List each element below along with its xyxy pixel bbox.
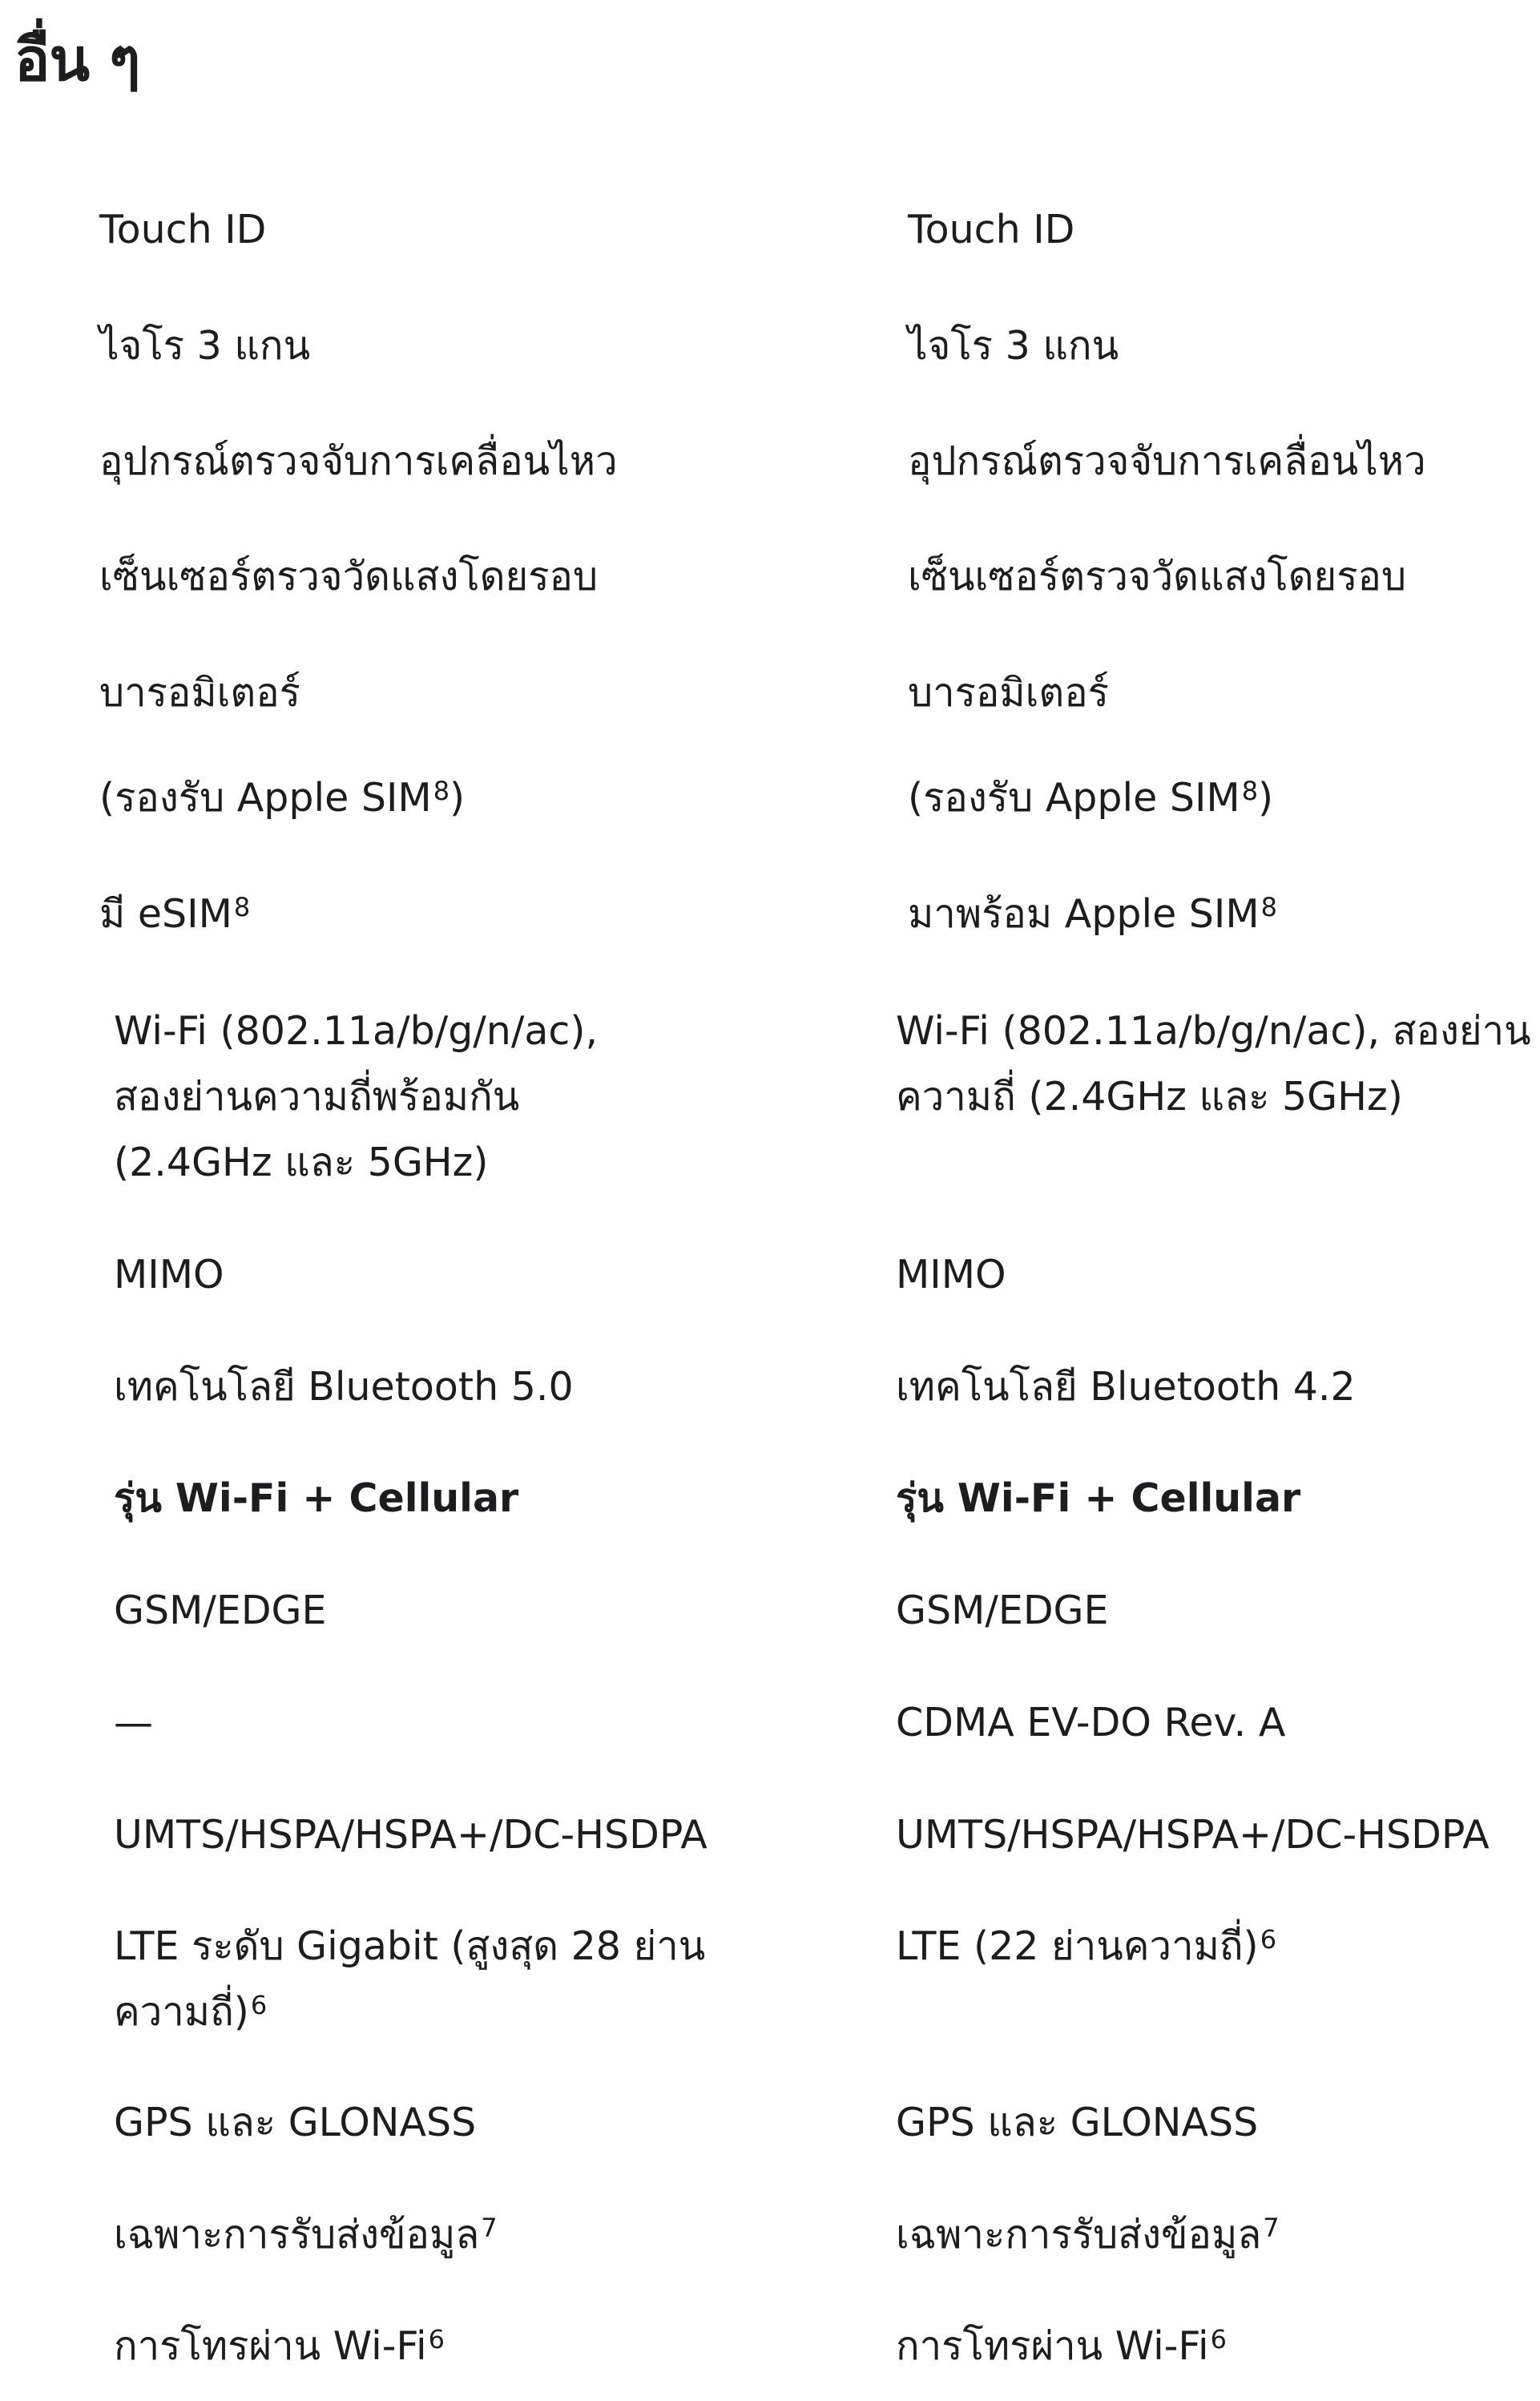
footnote-ref: 8 (1241, 776, 1259, 806)
footnote-ref: 8 (233, 892, 251, 922)
spec-left-gyro: ไจโร 3 แกน (99, 323, 311, 369)
spec-left-touch-id: Touch ID (99, 207, 267, 252)
spec-right-cdma: CDMA EV-DO Rev. A (896, 1700, 1286, 1745)
spec-left-lte: LTE ระดับ Gigabit (สูงสุด 28 ย่าน ความถี่)$^6$ (114, 1923, 706, 2035)
spec-right-bluetooth: เทคโนโลยี Bluetooth 4.2 (896, 1364, 1356, 1410)
footnote-ref: 8 (433, 776, 450, 806)
spec-right-apple-sim-support: (รองรับ Apple SIM$^8$) (908, 775, 1274, 821)
spec-left-cdma: — (114, 1700, 153, 1745)
section-heading: อื่น ๆ (14, 26, 140, 95)
spec-right-accelerometer: อุปกรณ์ตรวจจับการเคลื่อนไหว (908, 438, 1426, 484)
spec-left-apple-sim-support: (รองรับ Apple SIM$^8$) (99, 775, 466, 821)
spec-right-gps: GPS และ GLONASS (896, 2100, 1259, 2145)
spec-right-gyro: ไจโร 3 แกน (908, 323, 1119, 369)
spec-left-gsm: GSM/EDGE (114, 1588, 327, 1633)
spec-left-barometer: บารอมิเตอร์ (99, 670, 300, 716)
spec-right-gsm: GSM/EDGE (896, 1588, 1109, 1633)
footnote-ref: 6 (1260, 1924, 1277, 1955)
spec-right-touch-id: Touch ID (908, 207, 1075, 252)
spec-right-apple-sim: มาพร้อม Apple SIM$^8$ (908, 891, 1277, 937)
spec-right-barometer: บารอมิเตอร์ (908, 670, 1109, 716)
spec-left-umts: UMTS/HSPA/HSPA+/DC-HSDPA (114, 1812, 708, 1858)
footnote-ref: 6 (250, 1990, 268, 2020)
subheading-wifi-cellular-right: รุ่น Wi-Fi + Cellular (896, 1475, 1301, 1521)
spec-left-accelerometer: อุปกรณ์ตรวจจับการเคลื่อนไหว (99, 438, 618, 484)
spec-left-wifi: Wi-Fi (802.11a/b/g/n/ac), สองย่านความถี่พร้อมกัน (2.4GHz และ 5GHz) (114, 1008, 599, 1185)
footnote-ref: 7 (481, 2213, 498, 2243)
footnote-ref: 7 (1263, 2213, 1280, 2243)
spec-right-lte: LTE (22 ย่านความถี่)$^6$ (896, 1923, 1277, 1969)
spec-right-data-only: เฉพาะการรับส่งข้อมูล$^7$ (896, 2212, 1280, 2258)
footnote-ref: 8 (1260, 892, 1277, 922)
spec-right-ambient-light: เซ็นเซอร์ตรวจวัดแสงโดยรอบ (908, 554, 1407, 599)
footnote-ref: 6 (1210, 2324, 1227, 2355)
spec-left-ambient-light: เซ็นเซอร์ตรวจวัดแสงโดยรอบ (99, 554, 599, 599)
subheading-wifi-cellular-left: รุ่น Wi-Fi + Cellular (114, 1475, 519, 1521)
spec-right-umts: UMTS/HSPA/HSPA+/DC-HSDPA (896, 1812, 1490, 1858)
spec-left-gps: GPS และ GLONASS (114, 2100, 477, 2145)
spec-right-wifi-calling: การโทรผ่าน Wi-Fi$^6$ (896, 2323, 1227, 2369)
spec-left-data-only: เฉพาะการรับส่งข้อมูล$^7$ (114, 2212, 498, 2258)
spec-left-wifi-calling: การโทรผ่าน Wi-Fi$^6$ (114, 2323, 445, 2369)
spec-left-mimo: MIMO (114, 1252, 224, 1297)
spec-right-mimo: MIMO (896, 1252, 1006, 1297)
footnote-ref: 6 (428, 2324, 445, 2355)
spec-right-wifi: Wi-Fi (802.11a/b/g/n/ac), สองย่าน ความถี่ (2.4GHz และ 5GHz) (896, 1008, 1531, 1120)
spec-left-bluetooth: เทคโนโลยี Bluetooth 5.0 (114, 1364, 574, 1410)
spec-left-esim: มี eSIM$^8$ (99, 891, 251, 937)
